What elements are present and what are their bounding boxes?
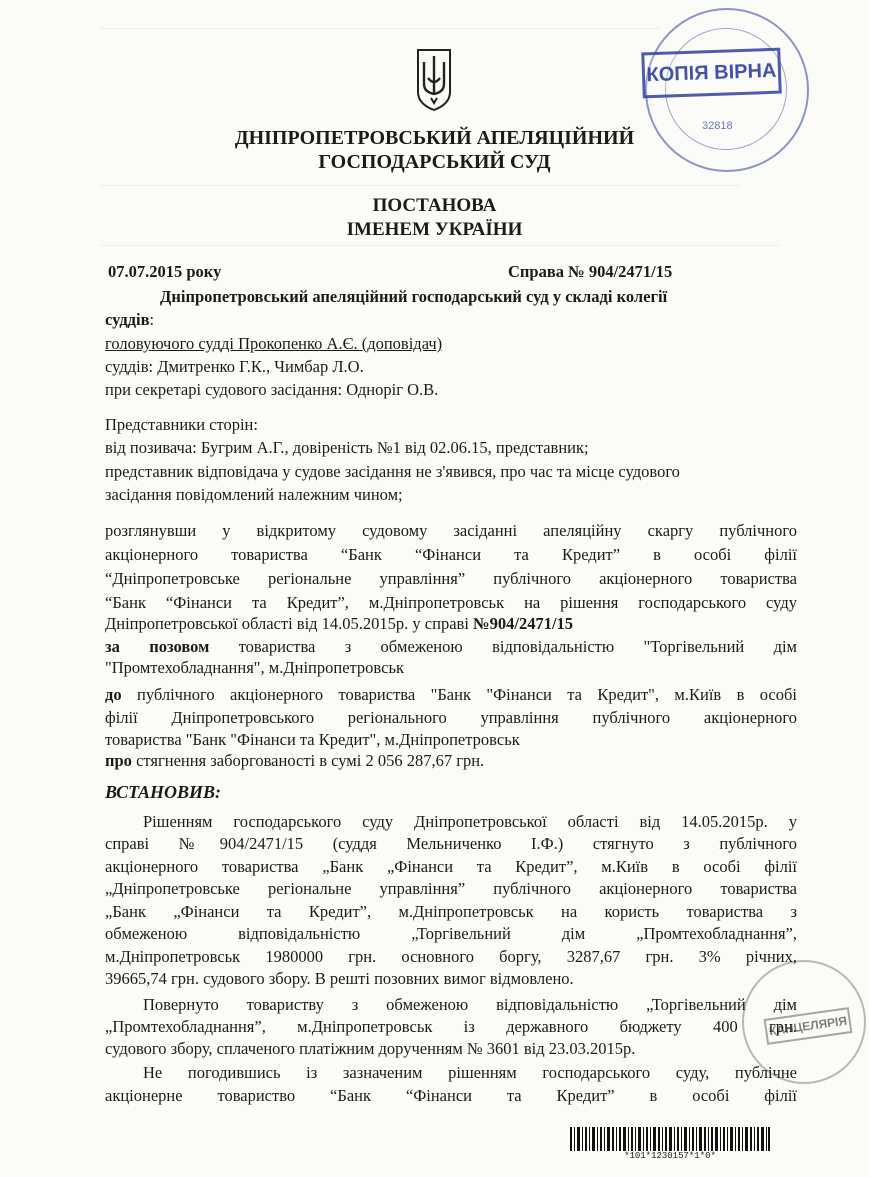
consideration-line: “Банк “Фінанси та Кредит”, м.Дніпропетровськ на рішення господарського суду [105, 593, 797, 612]
paragraph-2-line: „Промтехобладнання”, м.Дніпропетровськ із державного бюджету 400 грн. [105, 1017, 797, 1036]
paragraph-1-line: „Банк „Фінанси та Кредит”, м.Дніпропетровськ на користь товариства з [105, 902, 797, 921]
court-name-line1: ДНІПРОПЕТРОВСЬКИЙ АПЕЛЯЦІЙНИЙ [234, 127, 635, 149]
paragraph-1-line: Рішенням господарського суду Дніпропетровської області від 14.05.2015р. у [143, 812, 797, 831]
established-heading: ВСТАНОВИВ: [105, 782, 222, 802]
representatives-heading: Представники сторін: [105, 415, 258, 434]
certified-copy-stamp: КОПІЯ ВІРНА [641, 48, 782, 99]
document-type: ПОСТАНОВА [372, 195, 497, 216]
stamp-number: 32818 [702, 120, 733, 132]
bleed-through-2 [100, 185, 740, 186]
paragraph-3-line: акціонерне товариство “Банк “Фінанси та Кредит” в особі філії [105, 1086, 797, 1105]
paragraph-1-line: акціонерного товариства „Банк „Фінанси та Кредит”, м.Київ в особі філії [105, 857, 797, 876]
document-subtitle: ІМЕНЕМ УКРАЇНИ [346, 219, 523, 240]
paragraph-1-line: 39665,74 грн. судового збору. В решті позовних вимог відмовлено. [105, 969, 574, 988]
decision-date: 07.07.2015 року [108, 262, 222, 281]
panel-judges-word: суддів: [105, 310, 155, 329]
panel-judges: суддів: Дмитренко Г.К., Чимбар Л.О. [105, 357, 364, 376]
court-name-line2: ГОСПОДАРСЬКИЙ СУД [318, 151, 551, 173]
defendant-line: товариства "Банк "Фінанси та Кредит", м.Дніпропетровськ [105, 730, 520, 749]
paragraph-1-line: справі №904/2471/15 (суддя Мельниченко І.Ф.) стягнуто з публічного [105, 834, 797, 853]
barcode-icon [570, 1127, 770, 1151]
plaintiff-representative: від позивача: Бугрим А.Г., довіреність №1 від 02.06.15, представник; [105, 438, 589, 457]
consideration-line: акціонерного товариства “Банк “Фінанси та Кредит” в особі філії [105, 545, 797, 564]
defendant-line: філії Дніпропетровського регіонального управління публічного акціонерного [105, 708, 797, 727]
claim-line: "Промтехобладнання", м.Дніпропетровськ [105, 658, 404, 677]
defendant-line: до публічного акціонерного товариства "Банк "Фінанси та Кредит", м.Київ в особі [105, 685, 797, 704]
defendant-note-line2: засідання повідомлений належним чином; [105, 485, 403, 504]
paragraph-2-line: Повернуто товариству з обмеженою відповідальністю „Торгівельний дім [143, 995, 797, 1014]
barcode-text: *101*1230157*1*0* [624, 1151, 716, 1161]
paragraph-2-line: судового збору, сплаченого платіжним дорученням № 3601 від 23.03.2015р. [105, 1039, 636, 1058]
court-secretary: при секретарі судового засідання: Одноріг О.В. [105, 380, 439, 399]
paragraph-1-line: м.Дніпропетровськ 1980000 грн. основного боргу, 3287,67 грн. 3% річних, [105, 947, 797, 966]
claim-line: за позовом товариства з обмеженою відповідальністю "Торгівельний дім [105, 637, 797, 656]
case-number: Справа № 904/2471/15 [508, 262, 673, 281]
paragraph-1-line: обмеженою відповідальністю „Торгівельний дім „Промтехобладнання”, [105, 924, 797, 943]
office-stamp: КАНЦЕЛЯРІЯ [764, 1007, 853, 1045]
paragraph-1-line: „Дніпропетровське регіональне управління” публічного акціонерного товариства [105, 879, 797, 898]
paragraph-3-line: Не погодившись із зазначеним рішенням господарського суду, публічне [143, 1063, 797, 1082]
consideration-line: розглянувши у відкритому судовому засіданні апеляційну скаргу публічного [105, 521, 797, 540]
presiding-judge: головуючого судді Прокопенко А.Є. (доповідач) [105, 334, 443, 353]
bleed-through-1 [100, 28, 660, 29]
defendant-note-line1: представник відповідача у судове засідання не з'явився, про час та місце судового [105, 462, 680, 481]
panel-intro: Дніпропетровський апеляційний господарський суд у складі колегії [160, 287, 668, 306]
consideration-line: “Дніпропетровське регіональне управління” публічного акціонерного товариства [105, 569, 797, 588]
subject-line: про стягнення заборгованості в сумі 2 056 287,67 грн. [105, 751, 485, 770]
consideration-line: Дніпропетровської області від 14.05.2015р. у справі №904/2471/15 [105, 614, 574, 633]
bleed-through-3 [100, 245, 780, 246]
trident-emblem-icon [414, 48, 454, 112]
